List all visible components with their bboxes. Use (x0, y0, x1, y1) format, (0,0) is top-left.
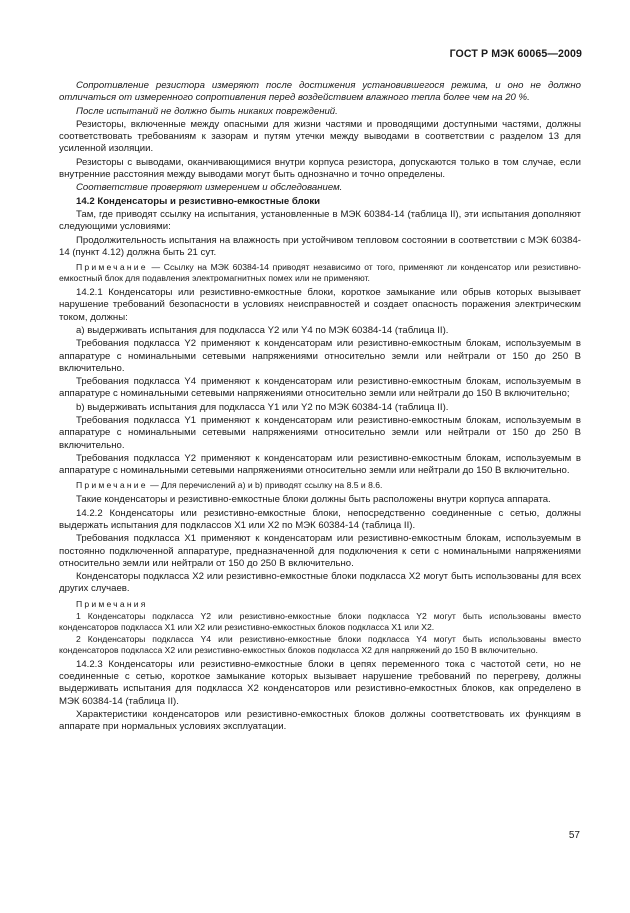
paragraph: а) выдерживать испытания для подкласса Y2 или Y4 по МЭК 60384-14 (таблица II). (76, 324, 449, 336)
paragraph: 14.2.2 Конденсаторы или резистивно-емкостные блоки, непосредственно соединенные с сетью, должны выдержать испытания для подклассов X1 или X2 по МЭК 60384-14 (таблица II). (59, 507, 581, 531)
paragraph: После испытаний не должно быть никаких повреждений. (76, 105, 338, 117)
paragraph: Характеристики конденсаторов или резистивно-емкостных блоков должны соответствовать их функциям в аппарате при нормальных условиях эксплуатации. (59, 708, 581, 733)
note-label: Примечание (76, 262, 148, 273)
paragraph: Там, где приводят ссылку на испытания, установленные в МЭК 60384-14 (таблица II), эти испытания дополняют следующими условиями: (59, 209, 581, 233)
paragraph: Сопротивление резистора измеряют после достижения установившегося режима, и оно не должно отличаться от измеренного сопротивления перед воздействием влажного тепла более чем на 20 %. (59, 80, 581, 104)
paragraph: Резисторы, включенные между опасными для жизни частями и проводящими доступными частями, должны соответствовать требованиям к зазорам и путям утечки между выводами в соответствии с разделом 13 для усиленной изоляции. (59, 118, 581, 155)
paragraph: Конденсаторы подкласса X2 или резистивно-емкостные блоки подкласса X2 могут быть использованы для всех других случаев. (59, 571, 581, 595)
paragraph: Требования подкласса Y2 применяют к конденсаторам или резистивно-емкостным блокам, используемым в аппаратуре с номинальными сетевыми напряжениями относительно земли или нейтрали от 150 до 250 В включительно. (59, 338, 581, 374)
note-item: 2 Конденсаторы подкласса Y4 или резистивно-емкостные блоки подкласса Y4 могут быть использованы вместо конденсаторов подкласса X2 или резистивно-емкостных блоков подкласса X2 для напряжений до 150 В включительно. (59, 633, 581, 655)
note-label: Примечание (76, 480, 148, 491)
paragraph: Такие конденсаторы и резистивно-емкостные блоки должны быть расположены внутри корпуса аппарата. (76, 494, 551, 506)
section-heading: 14.2 Конденсаторы и резистивно-емкостные блоки (76, 195, 321, 207)
paragraph: Резисторы с выводами, оканчивающимися внутри корпуса резистора, допускаются только в том случае, если внутренние расстояния между выводами могут быть однозначно и точно определены. (59, 156, 581, 180)
document-body (59, 80, 581, 734)
paragraph: Требования подкласса X1 применяют к конденсаторам или резистивно-емкостным блокам, используемым в постоянно подключенной аппаратуре, предназначенной для подключения к сети с номинальными напряжениями относительно земли или нейтрали от 150 до 250 В включительно. (59, 533, 581, 569)
paragraph: b) выдерживать испытания для подкласса Y1 или Y2 по МЭК 60384-14 (таблица II). (76, 401, 449, 413)
note (59, 480, 581, 491)
page-number: 57 (568, 830, 580, 841)
paragraph: Требования подкласса Y2 применяют к конденсаторам или резистивно-емкостным блокам, используемым в аппаратуре с номинальными сетевыми напряжениями относительно земли или нейтрали до 150 В включительно. (59, 452, 581, 477)
paragraph: Требования подкласса Y4 применяют к конденсаторам или резистивно-емкостным блокам, используемым в аппаратуре с номинальными сетевыми напряжениями относительно земли или нейтрали до 150 В включительно; (59, 376, 581, 400)
paragraph: Соответствие проверяют измерением и обследованием. (76, 182, 343, 194)
paragraph: Требования подкласса Y1 применяют к конденсаторам или резистивно-емкостным блокам, используемым в аппаратуре с номинальными сетевыми напряжениями относительно земли или нейтрали от 150 до 250 В включительно. (59, 415, 581, 451)
note-text: — Для перечислений a) и b) приводят ссылку на 8.5 и 8.6. (150, 480, 383, 491)
note-item: 1 Конденсаторы подкласса Y2 или резистивно-емкостные блоки подкласса Y2 могут быть использованы вместо конденсаторов подкласса X1 или X2 или резистивно-емкостных блоков подкласса X1 или X2. (59, 610, 581, 632)
notes-heading: Примечания (76, 598, 148, 609)
standard-header: ГОСТ Р МЭК 60065—2009 (449, 48, 582, 60)
paragraph: Продолжительность испытания на влажность при устойчивом тепловом состоянии в соответствии с МЭК 60384-14 (пункт 4.12) должна быть 21 сут. (59, 234, 581, 258)
note (59, 262, 581, 284)
note-text: — Ссылку на МЭК 60384-14 приводят независимо от того, применяют ли конденсатор или резистивно-емкостный блок для подавления электромагнитных помех или не применяют. (59, 262, 581, 284)
paragraph: 14.2.3 Конденсаторы или резистивно-емкостные блоки в цепях переменного тока с частотой сети, но не соединенные с сетью, короткое замыкание которых вызывает нарушение требований по перегреву, должны выдерживать испытания для подкласса X2 конденсаторов или резистивно-емкостных блоков, как определено в МЭК 60384-14 (таблица II). (59, 658, 581, 707)
paragraph: 14.2.1 Конденсаторы или резистивно-емкостные блоки, короткое замыкание или обрыв которых вызывает нарушение требований безопасности в условиях неисправностей и создает опасность поражения электрическим током, должны: (59, 287, 581, 323)
